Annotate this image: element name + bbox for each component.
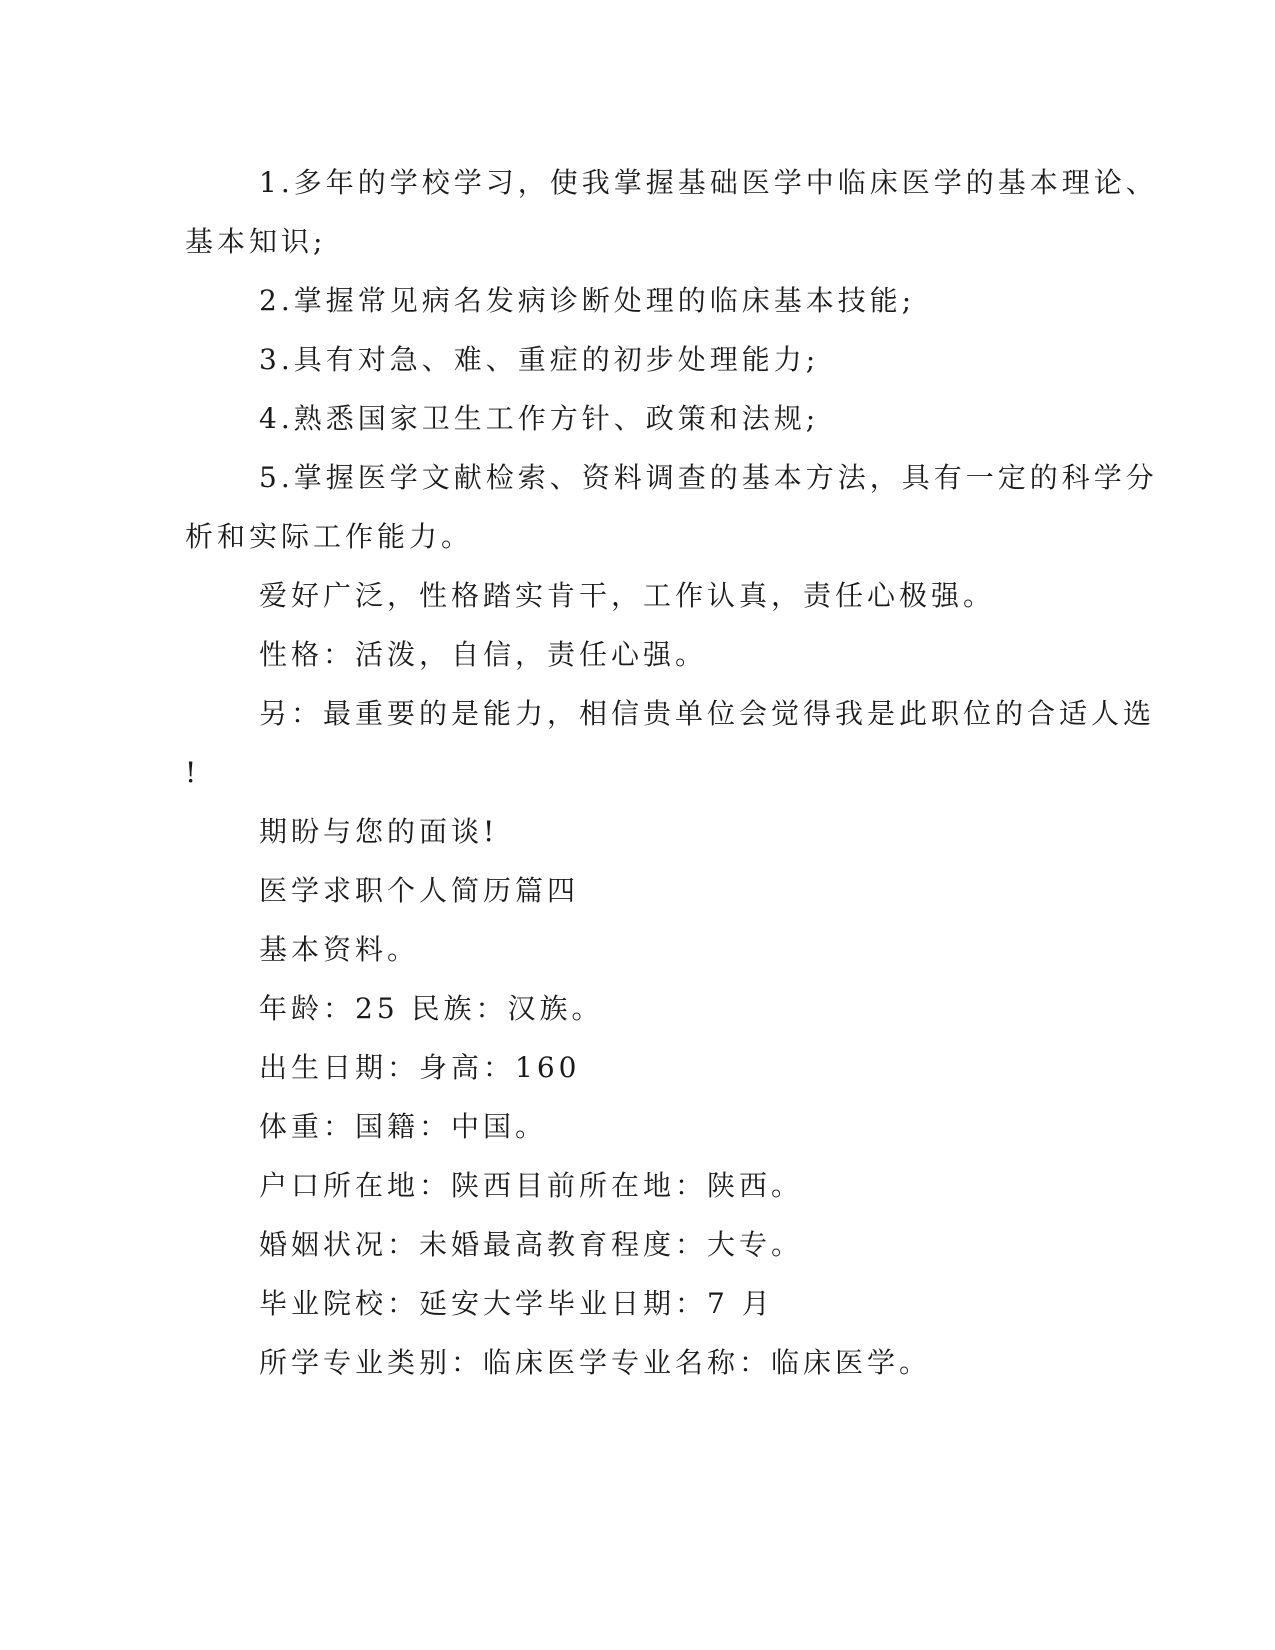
text-line: 1.多年的学校学习，使我掌握基础医学中临床医学的基本理论、 xyxy=(259,166,1158,199)
text-line: 所学专业类别：临床医学专业名称：临床医学。 xyxy=(259,1346,932,1379)
text-line: 析和实际工作能力。 xyxy=(185,520,474,553)
text-line: 另：最重要的是能力，相信贵单位会觉得我是此职位的合适人选 xyxy=(259,697,1156,730)
text-line: 3.具有对急、难、重症的初步处理能力; xyxy=(259,343,820,376)
text-line: 4.熟悉国家卫生工作方针、政策和法规; xyxy=(259,402,820,435)
text-line: ! xyxy=(185,756,201,789)
text-line: 年龄：25 民族：汉族。 xyxy=(259,992,604,1025)
text-line: 基本知识; xyxy=(185,225,327,258)
section-heading: 医学求职个人简历篇四 xyxy=(259,874,580,907)
text-line: 毕业院校：延安大学毕业日期：7 月 xyxy=(259,1287,774,1320)
text-line: 爱好广泛，性格踏实肯干，工作认真，责任心极强。 xyxy=(259,579,996,612)
text-line: 基本资料。 xyxy=(259,933,420,966)
text-line: 期盼与您的面谈! xyxy=(259,815,499,848)
text-line: 5.掌握医学文献检索、资料调查的基本方法，具有一定的科学分 xyxy=(259,461,1158,494)
text-line: 2.掌握常见病名发病诊断处理的临床基本技能; xyxy=(259,284,916,317)
text-line: 性格：活泼，自信，责任心强。 xyxy=(259,638,708,671)
text-line: 体重：国籍：中国。 xyxy=(259,1110,548,1143)
text-line: 出生日期：身高：160 xyxy=(259,1051,581,1084)
text-line: 婚姻状况：未婚最高教育程度：大专。 xyxy=(259,1228,804,1261)
text-line: 户口所在地：陕西目前所在地：陕西。 xyxy=(259,1169,804,1202)
